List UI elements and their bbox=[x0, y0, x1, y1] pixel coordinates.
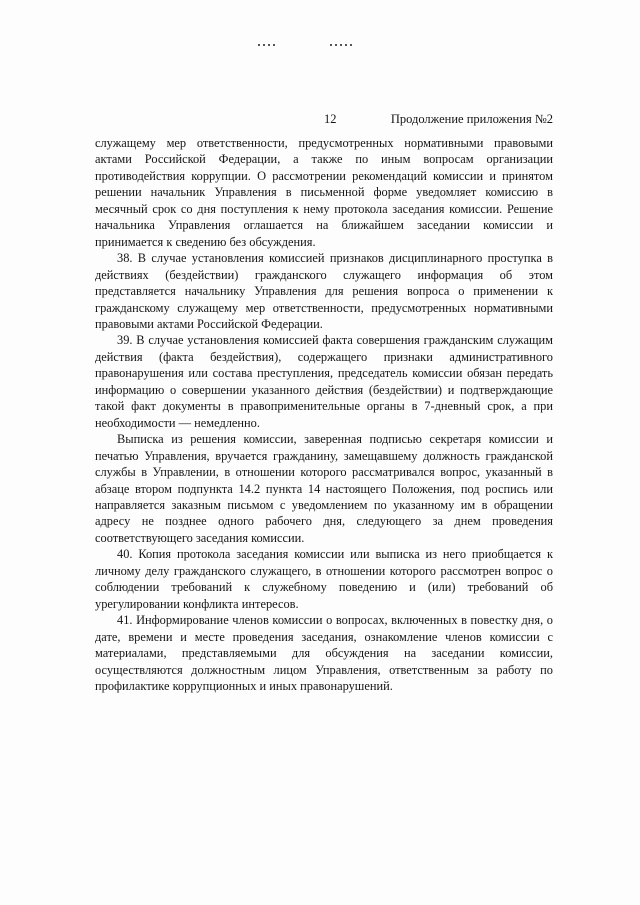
scan-artifact bbox=[330, 44, 366, 48]
document-body bbox=[95, 135, 553, 694]
appendix-label: Продолжение приложения №2 bbox=[390, 112, 553, 126]
paragraph-38: 38. В случае установления комиссией признаков дисциплинарного проступка в действиях (бездействии) гражданского служащего информация об этом представляется начальнику Управления для решения вопроса о применении к гражданскому служащему мер ответственности, предусмотренных нормативными правовыми актами Российской Федерации. bbox=[95, 251, 553, 331]
scan-artifact bbox=[258, 44, 284, 48]
paragraph-40: 40. Копия протокола заседания комиссии или выписка из него приобщается к личному делу гражданского служащего, в отношении которого рассмотрен вопрос о соблюдении требований к служебному поведению и (или) требований об урегулировании конфликта интересов. bbox=[95, 547, 553, 611]
page-header bbox=[0, 112, 640, 130]
paragraph-continuation: служащему мер ответственности, предусмотренных нормативными правовыми актами Российской Федерации, а также по иным вопросам организации противодействия коррупции. О рассмотрении рекомендаций комиссии и принятом решении начальник Управления в письменной форме уведомляет комиссию в месячный срок со дня поступления к нему протокола заседания комиссии. Решение начальника Управления оглашается на ближайшем заседании комиссии и принимается к сведению без обсуждения. bbox=[95, 136, 553, 249]
page-number: 12 bbox=[324, 112, 337, 126]
paragraph-extract: Выписка из решения комиссии, заверенная подписью секретаря комиссии и печатью Управления, вручается гражданину, замещавшему должность гражданской службы в Управлении, в отношении которого рассматривался вопрос, указанный в абзаце втором подпункта 14.2 пункта 14 настоящего Положения, под роспись или направляется заказным письмом с уведомлением по указанному им в обращении адресу не позднее одного рабочего дня, следующего за днем проведения соответствующего заседания комиссии. bbox=[95, 432, 553, 545]
paragraph-39: 39. В случае установления комиссией факта совершения гражданским служащим действия (факта бездействия), содержащего признаки административного правонарушения или состава преступления, председатель комиссии обязан передать информацию о совершении указанного действия (бездействии) и подтверждающие такой факт документы в правоприменительные органы в 7-дневный срок, а при необходимости — немедленно. bbox=[95, 333, 553, 430]
paragraph-41: 41. Информирование членов комиссии о вопросах, включенных в повестку дня, о дате, времени и месте проведения заседания, ознакомление членов комиссии с материалами, представляемыми для обсуждения на заседании комиссии, осуществляются должностным лицом Управления, ответственным за работу по профилактике коррупционных и иных правонарушений. bbox=[95, 613, 553, 693]
